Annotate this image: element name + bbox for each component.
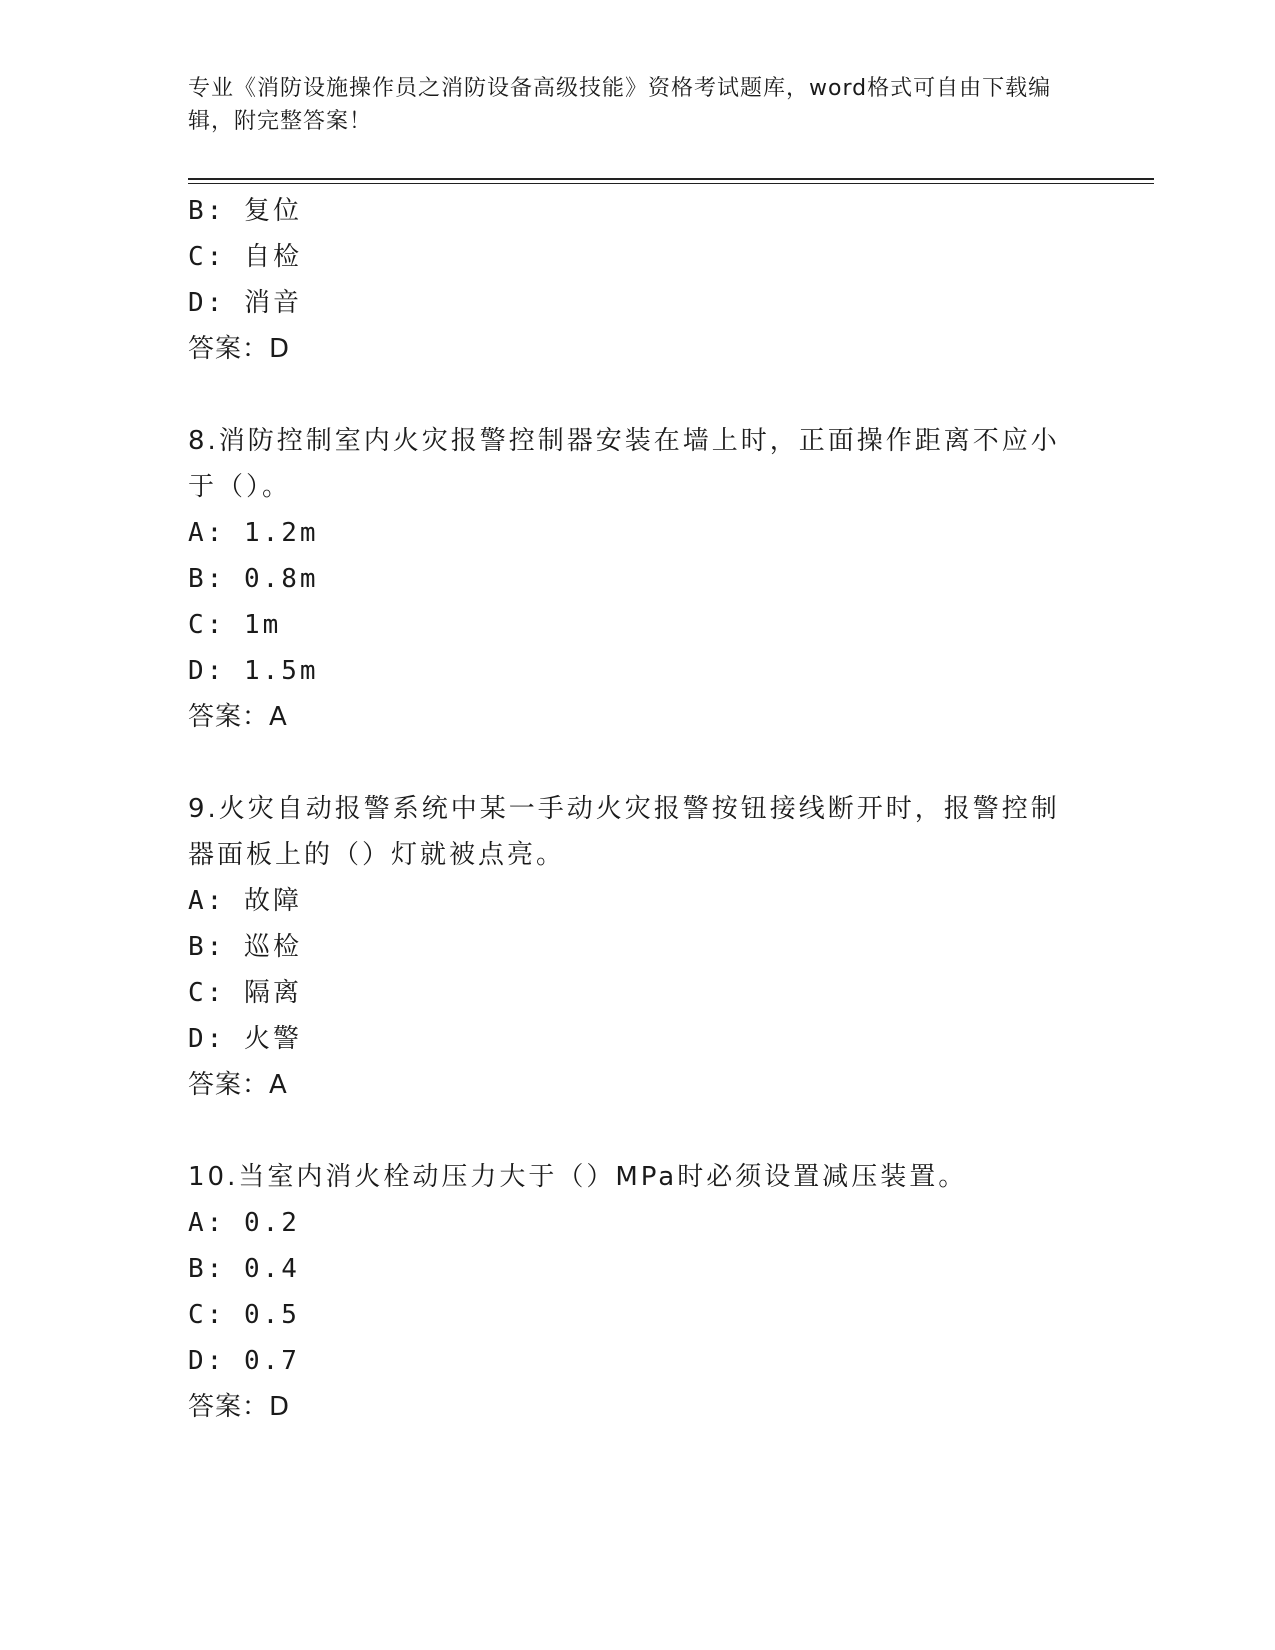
question-block-9 (188, 786, 1068, 1108)
option-d: D: 消音 (188, 288, 302, 318)
header-rule-thick (188, 178, 1154, 180)
question-block-8 (188, 418, 1068, 740)
question-text: 10.当室内消火栓动压力大于（）MPa时必须设置减压装置。 (188, 1162, 968, 1192)
option-d: D: 1.5m (188, 656, 319, 686)
option-c: C: 1m (188, 610, 282, 640)
answer: 答案：A (188, 1070, 288, 1100)
spacer (188, 740, 1068, 786)
option-c: C: 自检 (188, 242, 302, 272)
option-c: C: 0.5 (188, 1300, 300, 1330)
page-header: 专业《消防设施操作员之消防设备高级技能》资格考试题库，word格式可自由下载编辑，附完整答案！ (188, 76, 1052, 134)
option-a: A: 1.2m (188, 518, 319, 548)
answer: 答案：A (188, 702, 288, 732)
answer: 答案：D (188, 334, 291, 364)
question-text: 8.消防控制室内火灾报警控制器安装在墙上时，正面操作距离不应小于（）。 (188, 426, 1060, 502)
option-c: C: 隔离 (188, 978, 302, 1008)
answer: 答案：D (188, 1392, 291, 1422)
option-b: B: 0.8m (188, 564, 319, 594)
option-d: D: 0.7 (188, 1346, 300, 1376)
spacer (188, 1108, 1068, 1154)
option-b: B: 复位 (188, 196, 302, 226)
question-block-7 (188, 188, 1068, 372)
document-body (188, 188, 1068, 1430)
option-d: D: 火警 (188, 1024, 302, 1054)
option-b: B: 0.4 (188, 1254, 300, 1284)
spacer (188, 372, 1068, 418)
question-text: 9.火灾自动报警系统中某一手动火灾报警按钮接线断开时，报警控制器面板上的（）灯就被点亮。 (188, 794, 1060, 870)
question-block-10 (188, 1154, 1068, 1430)
option-b: B: 巡检 (188, 932, 302, 962)
header-rule-thin (188, 183, 1154, 184)
option-a: A: 0.2 (188, 1208, 300, 1238)
option-a: A: 故障 (188, 886, 302, 916)
